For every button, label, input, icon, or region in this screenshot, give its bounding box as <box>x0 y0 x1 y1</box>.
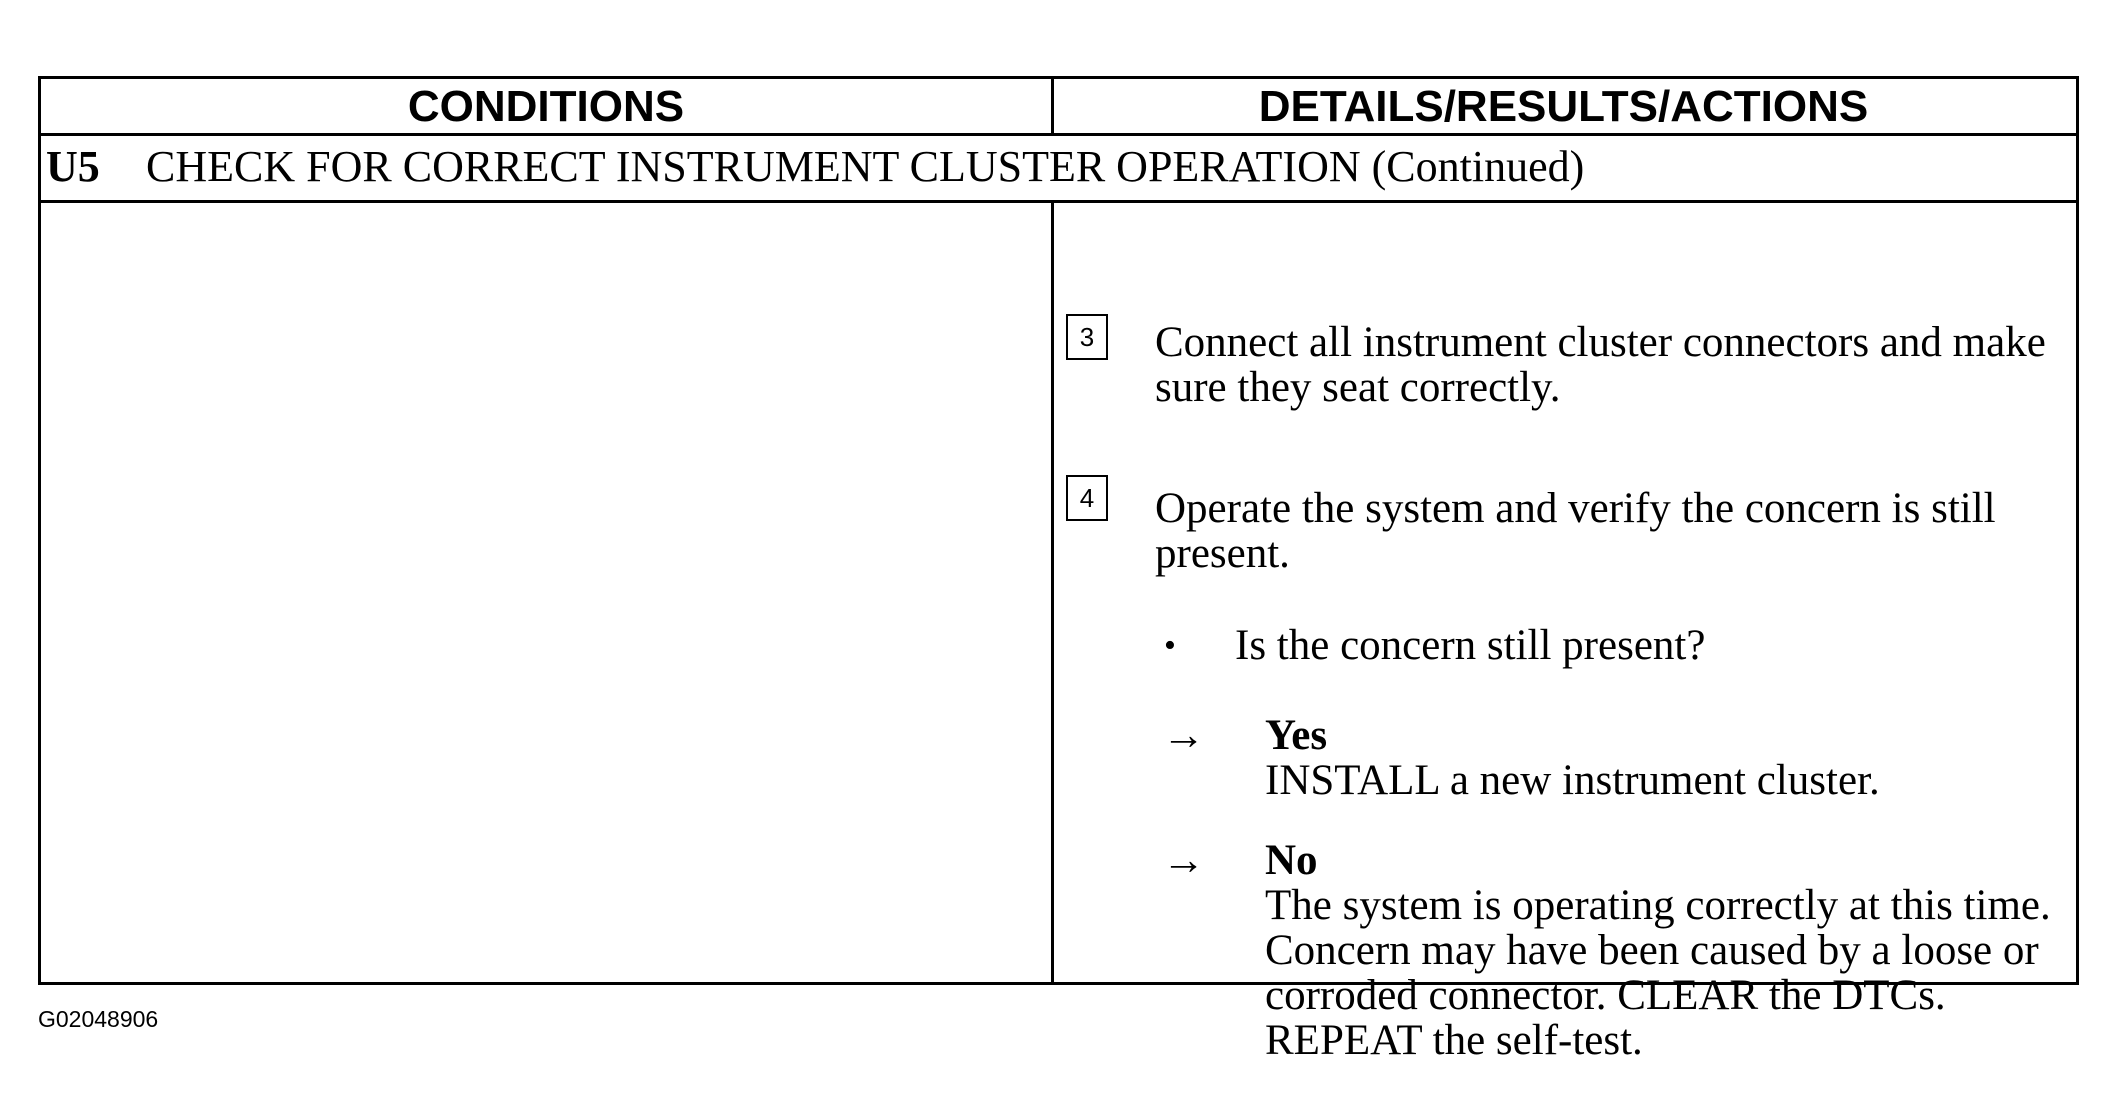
column-divider <box>1051 79 1054 136</box>
arrow-right-icon: → <box>1162 837 1205 884</box>
bullet-icon: • <box>1164 627 1176 664</box>
section-title-row <box>41 136 2076 203</box>
conditions-cell <box>41 203 1051 982</box>
step-number-box: 3 <box>1066 314 1108 360</box>
table-header-row <box>41 79 2076 136</box>
step-number-box: 4 <box>1066 475 1108 521</box>
details-header: DETAILS/RESULTS/ACTIONS <box>1258 82 1869 131</box>
question-text: Is the concern still present? <box>1235 622 1706 669</box>
result-text: INSTALL a new instrument cluster. <box>1265 757 1880 804</box>
result-text: The system is operating correctly at this time. Concern may have been caused by a loose or corroded connector. CLEAR the DTCs. REPEAT the self-test. <box>1265 882 2051 1064</box>
section-id: U5 <box>46 142 100 191</box>
result-label: No <box>1265 837 1318 884</box>
result-no <box>1265 838 2095 1063</box>
conditions-header: CONDITIONS <box>407 82 685 131</box>
section-title: CHECK FOR CORRECT INSTRUMENT CLUSTER OPERATION (Continued) <box>146 142 1585 191</box>
step-text: Operate the system and verify the concern is still present. <box>1155 485 1996 577</box>
details-cell <box>1054 203 2076 1064</box>
arrow-right-icon: → <box>1162 712 1205 759</box>
figure-id: G02048906 <box>38 1006 159 1032</box>
result-label: Yes <box>1265 712 1328 759</box>
step-text: Connect all instrument cluster connectors and make sure they seat correctly. <box>1155 319 2046 411</box>
result-yes <box>1265 713 2095 803</box>
